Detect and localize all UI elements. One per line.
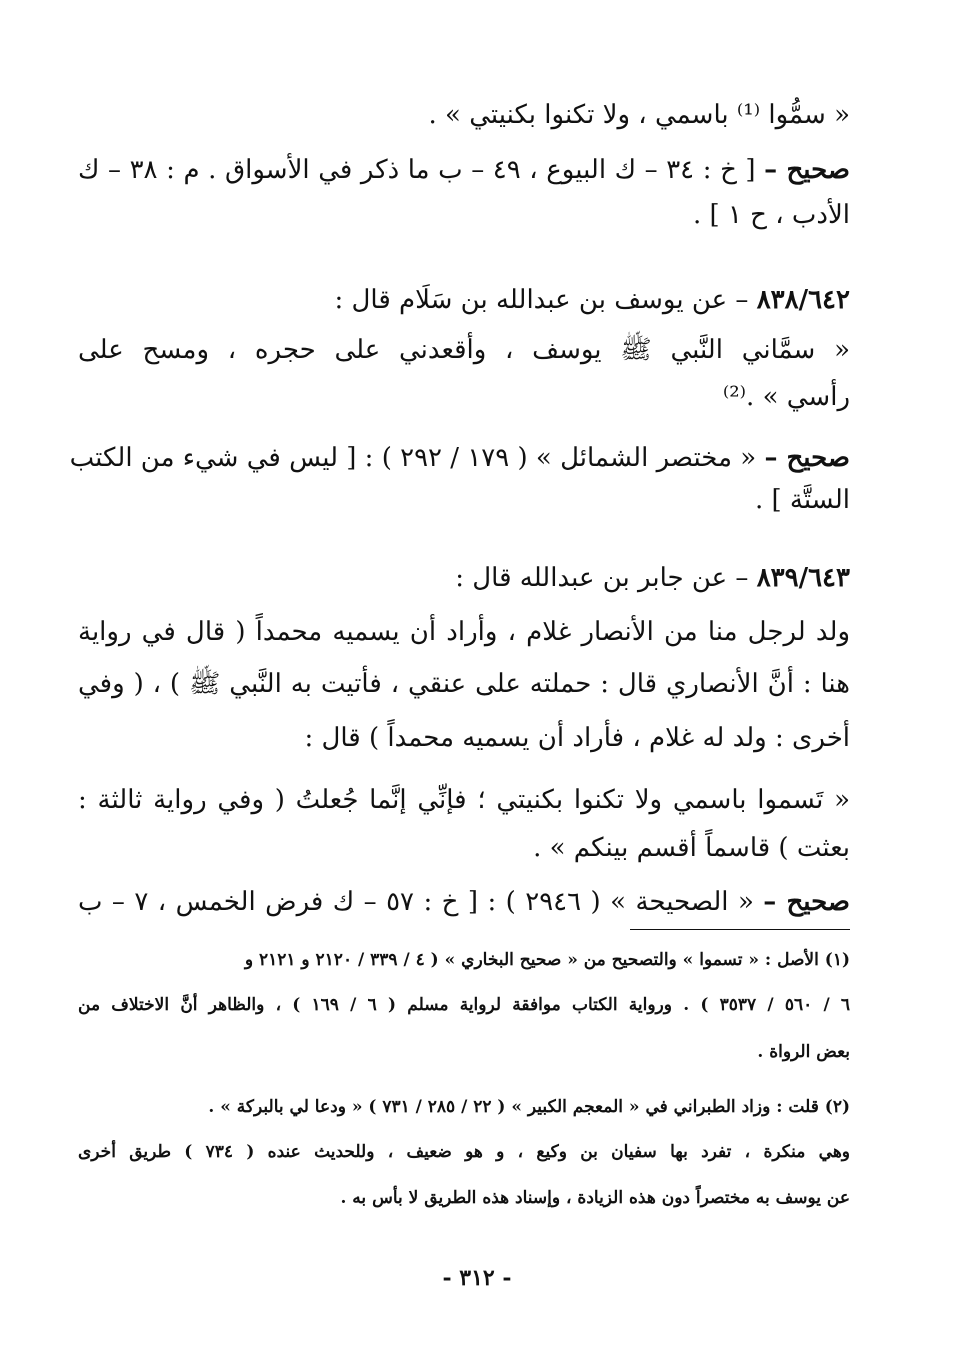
body-line-6: رأسي » .⁽²⁾ bbox=[722, 382, 850, 412]
grading-label: صحيح – bbox=[763, 887, 851, 917]
body-line-1: « سمُّوا ⁽¹⁾ باسمي ، ولا تكنوا بكنيتي » . bbox=[428, 100, 850, 130]
grading-label: صحيح – bbox=[764, 155, 850, 185]
body-line-8: الستَّة ] . bbox=[754, 485, 850, 515]
grading-source: « مختصر الشمائل » ( ١٧٩ / ٢٩٢ ) : [ ليس في شيء من الكتب bbox=[69, 443, 765, 473]
hadith-number: ٨٣٨/٦٤٢ bbox=[756, 285, 850, 315]
footnote-separator bbox=[630, 929, 850, 930]
body-line-14: بعثت ) قاسماً أقسم بينكم » . bbox=[533, 833, 850, 863]
body-line-11: هنا : أنَّ الأنصاري قال : حملته على عنقي ، فأتيت به النَّبي ﷺ ) ، ( وفي bbox=[78, 669, 850, 699]
body-line-3: الأدب ، ح ١ ] . bbox=[693, 200, 850, 230]
body-line-10: ولد لرجل منا من الأنصار غلام ، وأراد أن يسميه محمداً ( قال في رواية bbox=[78, 617, 850, 647]
grading-source: « الصحيحة » ( ٢٩٤٦ ) : [ خ : ٥٧ – ك فرض الخمس ، ٧ – ب bbox=[78, 887, 764, 917]
footnote-2-line-2: وهي منكرة ، تفرد بها سفيان بن وكيع ، و هو ضعيف ، وللحديث عنده ( ٧٣٤ ) طريق أخرى bbox=[78, 1142, 850, 1162]
hadith-642-heading bbox=[78, 280, 850, 320]
footnote-1-line-1: (١) الأصل : « تسموا » والتصحيح من « صحيح البخاري » ( ٤ / ٣٣٩ / ٢١٢٠ و ٢١٢١ و bbox=[244, 950, 850, 970]
grading-label: صحيح – bbox=[764, 443, 850, 473]
footnote-2-line-1: (٢) قلت : وزاد الطبراني في « المعجم الكبير » ( ٢٢ / ٢٨٥ / ٧٣١ ) « ودعا لي بالبركة » . bbox=[208, 1097, 850, 1117]
grading-line-1 bbox=[78, 150, 850, 190]
hadith-narrator: – عن جابر بن عبدالله قال : bbox=[455, 563, 757, 593]
hadith-narrator: – عن يوسف بن عبدالله بن سَلَام قال : bbox=[334, 285, 757, 315]
page-number: - ٣١٢ - bbox=[442, 1265, 512, 1291]
footnote-2-line-3: عن يوسف به مختصراً دون هذه الزيادة ، وإسناد هذه الطريق لا بأس به . bbox=[340, 1188, 850, 1208]
body-line-5: « سمَّاني النَّبي ﷺ يوسف ، وأقعدني على حجره ، ومسح على bbox=[78, 335, 850, 365]
body-line-12: أخرى : ولد له غلام ، فأراد أن يسميه محمداً ) قال : bbox=[304, 723, 850, 753]
footnote-1-line-2: ٦ / ٥٦٠ / ٣٥٣٧ ) . ورواية الكتاب موافقة لرواية مسلم ( ٦ / ١٦٩ ) ، والظاهر أنَّ الاختلاف من bbox=[78, 995, 851, 1015]
grading-line-2 bbox=[69, 438, 850, 478]
hadith-number: ٨٣٩/٦٤٣ bbox=[756, 563, 850, 593]
grading-source: [ خ : ٣٤ – ك البيوع ، ٤٩ – ب ما ذكر في الأسواق . م : ٣٨ – ك bbox=[78, 155, 765, 185]
hadith-643-heading bbox=[78, 558, 850, 598]
body-line-13: « تَسموا باسمي ولا تكنوا بكنيتي ؛ فإنِّي إنَّما جُعلتُ ( وفي رواية ثالثة : bbox=[78, 785, 850, 815]
footnote-1-line-3: بعض الرواة . bbox=[757, 1042, 850, 1062]
grading-line-3 bbox=[78, 882, 850, 922]
